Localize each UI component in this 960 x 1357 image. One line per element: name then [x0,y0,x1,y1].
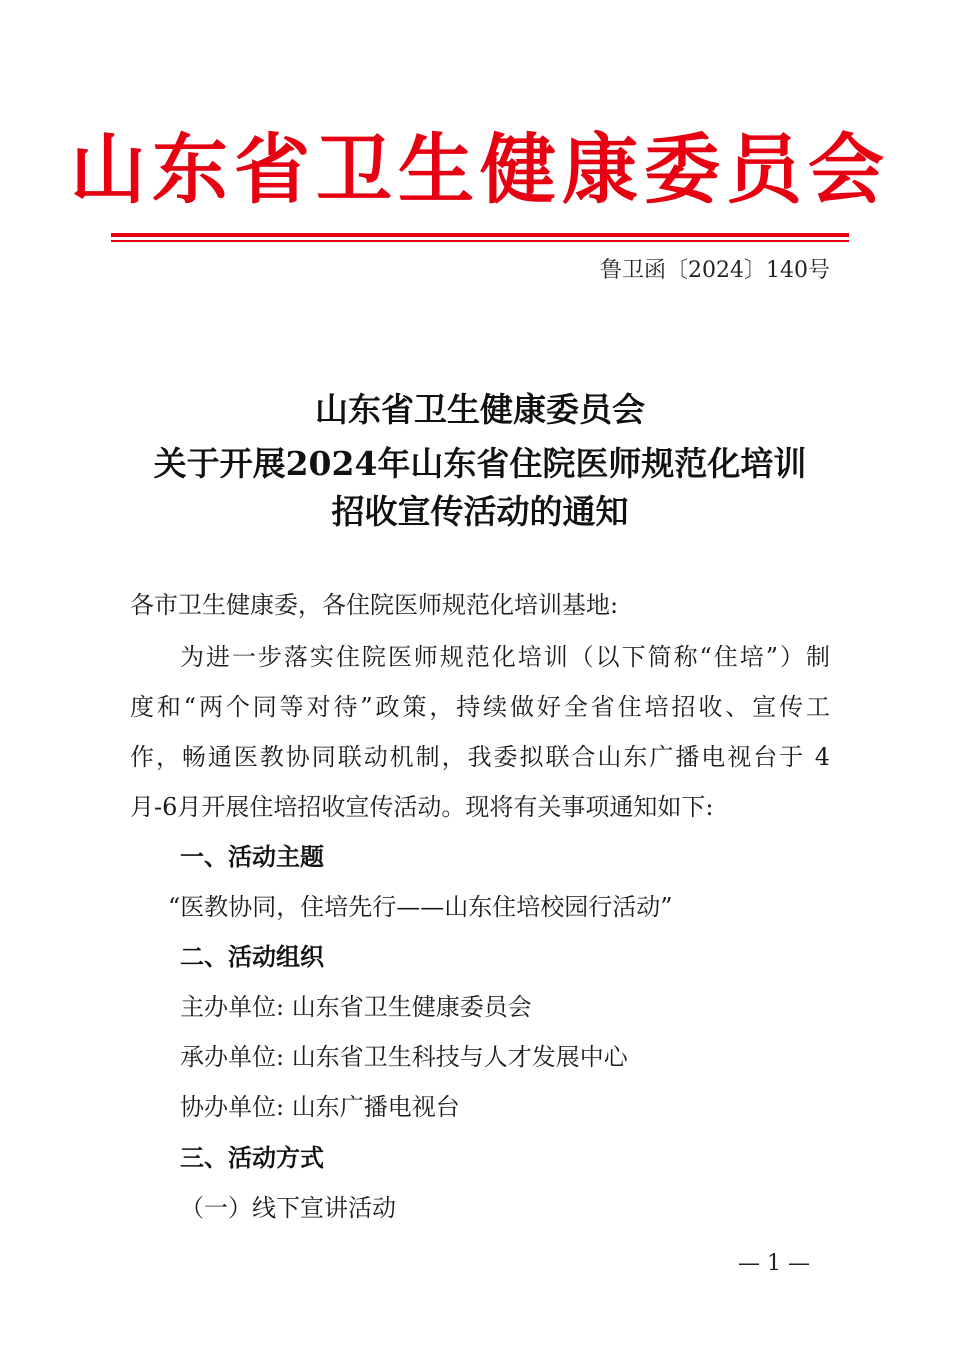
page-number: — 1 — [738,1251,810,1276]
salutation: 各市卫生健康委，各住院医师规范化培训基地: [130,591,619,619]
organizer-line: 主办单位: 山东省卫生健康委员会 [180,993,532,1021]
section-heading-2: 二、活动组织 [180,943,324,971]
document-number: 鲁卫函〔2024〕140号 [600,258,830,283]
intro-line: 月-6月开展住培招收宣传活动。现将有关事项通知如下: [130,793,714,821]
section-heading-3: 三、活动方式 [180,1144,324,1172]
intro-line: 度和“两个同等对待”政策，持续做好全省住培招收、宣传工 [130,693,830,721]
intro-line: 作，畅通医教协同联动机制，我委拟联合山东广播电视台于 4 [130,743,830,771]
header-rule-thin [111,240,849,242]
title-line-2: 关于开展2024年山东省住院医师规范化培训 [153,444,807,483]
title-line-1: 山东省卫生健康委员会 [315,390,645,429]
activity-theme: “医教协同，住培先行——山东住培校园行活动” [168,893,673,921]
title-line-3: 招收宣传活动的通知 [331,492,629,531]
co-organizer-line: 协办单位: 山东广播电视台 [180,1093,460,1121]
intro-line: 为进一步落实住院医师规范化培训（以下简称“住培”）制 [180,643,830,671]
subsection-heading-1: （一）线下宣讲活动 [180,1194,396,1222]
undertaker-line: 承办单位: 山东省卫生科技与人才发展中心 [180,1043,628,1071]
header-rule-thick [111,233,849,237]
org-header: 山东省卫生健康委员会 [70,125,890,214]
section-heading-1: 一、活动主题 [180,843,324,871]
